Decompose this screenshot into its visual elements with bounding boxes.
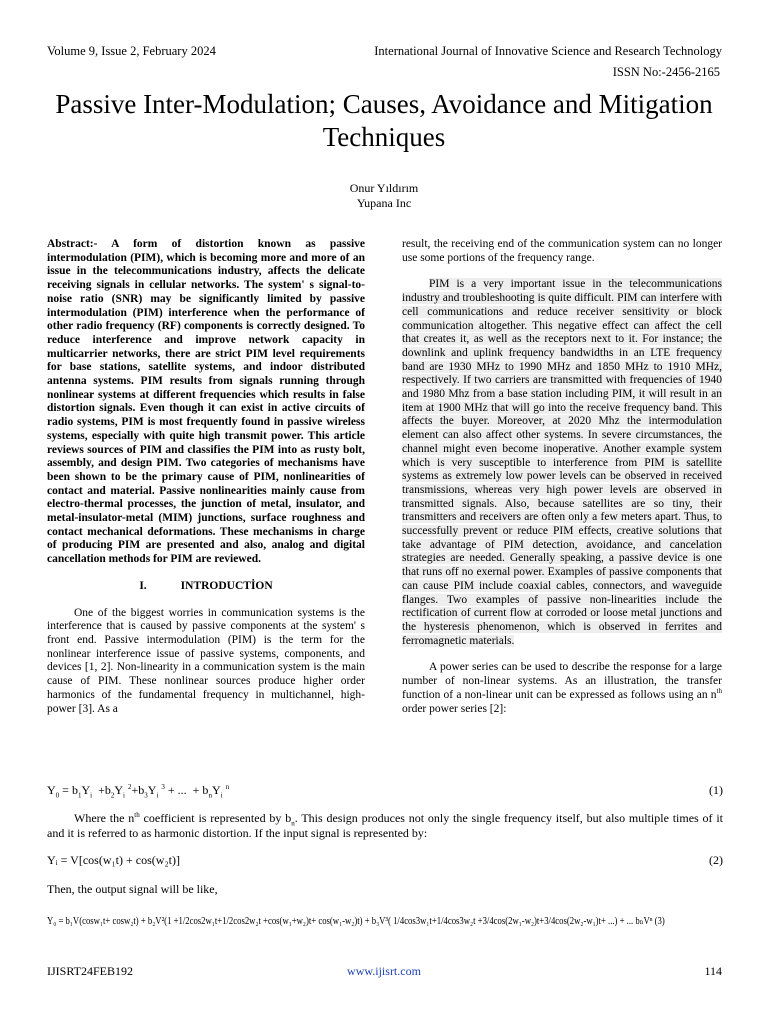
- right-paragraph-2: [402, 278, 722, 648]
- highlighted-text: PIM is a very important issue in the telecommunications industry and troubleshooting is quite difficult. PIM can interfere with cell communications and reduce receiver sensitivity or block communication altogether. This negative effect can affect the cell that creates it, as well as the receptors next to it. For instance; the downlink and uplink frequency bandwidths in an LTE frequency band are 1930 MHz to 1990 MHz and 1850 MHz to 1910 MHz, respectively. If two carriers are transmitted with frequencies of 1940 and 1980 Mhz from a base station including PIM, it will result in an item at 1900 MHz that will go into the receive frequency band. This affects the buyer. Moreover, at 2020 Mhz the intermodulation element can also affect other systems. In severe circumstances, the channel might even become inoperative. Another example system which is very susceptible to interference from PIM is satellite systems as extremely low power levels can be observed in received transmissions, whereas very high power levels are observed in transmitted signals. Also, because satellites are so tiny, their transmitters and receivers are often only a few meters apart. Thus, to successfully prevent or reduce PIM effects, creative solutions that take advantage of PIM detection, avoidance, and cancelation strategies are needed. Generally speaking, a passive device is one that runs off no exernal power. Examples of passive components that can cause PIM include coaxial cables, connectors, and waveguide flanges. Two examples of passive non-linearities include the rectification of current flow at corroded or loose metal junctions and the hysteresis phenomenon, which is observed in ferrites and ferromagnetic materials.: [402, 278, 722, 647]
- where-text-c: . This design produces not only the single frequency itself, but also multiple times of it and it is referred to as harmonic distortion. If the input signal is represented by:: [47, 811, 724, 840]
- right-paragraph-1: result, the receiving end of the communication system can no longer use some portions of the frequency range.: [402, 238, 722, 264]
- right-paragraph-3: [402, 661, 722, 716]
- paper-title: Passive Inter-Modulation; Causes, Avoidance and Mitigation Techniques: [55, 89, 713, 152]
- left-column: [47, 238, 365, 716]
- power-series-sup: th: [716, 686, 722, 695]
- footer-page-number: 114: [704, 964, 722, 978]
- equation-2-body: Yᵢ = V[cos(w₁t) + cos(w₂t)]: [47, 853, 180, 867]
- equation-3: Y₀ = b₁V(cosw₁t+ cosw₂t) + b₂V²(1 +1/2cos2w₁t+1/2cos2w₂t +cos(w₁+w₂)t+ cos(w₁-w₂)t) + b₃V³( 1/4cos3w₁t+1/4cos3w₂t +3/4cos(2w₁-w₂)t+3/4cos(2w₂-w₁)t+ ...) + ... bₙVⁿ (3): [47, 915, 665, 927]
- equation-2-number: (2): [709, 853, 723, 867]
- equation-1-number: (1): [709, 783, 723, 797]
- where-paragraph: [47, 811, 723, 841]
- then-text: Then, the output signal will be like,: [47, 882, 218, 896]
- equation-2: [47, 853, 723, 868]
- equation-1-body: $Y_0 = b_1Y_i +b_2Y_i$ $^2+b_3Y_i$ $^3$ + ... + $b_nY_i$ $^n$: [47, 783, 230, 800]
- author-name: Onur Yıldırım: [349, 181, 419, 195]
- where-text-b: coefficient is represented by b: [139, 811, 292, 825]
- where-text-a: Where the n: [74, 811, 135, 825]
- header-volume: Volume 9, Issue 2, February 2024: [47, 44, 216, 58]
- header-journal: International Journal of Innovative Science and Research Technology: [374, 44, 722, 58]
- power-series-text-a: A power series can be used to describe the response for a large number of non-linear systems. As an illustration, the transfer function of a non-linear unit can be expressed as follows using an n: [402, 661, 722, 701]
- footer-url-link[interactable]: www.ijisrt.com: [347, 964, 421, 978]
- abstract: Abstract:- A form of distortion known as passive intermodulation (PIM), which is becoming more and more of an issue in the telecommunications industry, affects the delicate receiving signals in cellular networks. The system' s signal-to-noise ratio (SNR) may be significantly limited by passive intermodulation (PIM) interference when the performance of other radio frequency (RF) components is correctly designed. To reduce interference and improve network capacity in multicarrier networks, there are strict PIM level requirements for base stations, satellite systems, and indoor distributed antenna systems. PIM results from signals running through nonlinear systems at different frequencies which results in false distortion signals. Even though it can exist in active circuits of radio systems, PIM is most frequently found in passive wireless systems, especially with quite high transmit power. This article reviews sources of PIM and classifies the PIM into as rusty bolt, assembly, and design PIM. Two categories of mechanisms have been shown to be the primary cause of PIM, nonlinearities of contact and material. Passive nonlinearities mainly cause from electro-thermal processes, the junction of metal, insulator, and metal-insulator-metal (MIM) junctions, surface roughness and contact mechanical deformations. These mechanisms in charge of producing PIM are presented and also, analog and digital cancellation methods for PIM are reviewed.: [47, 238, 365, 566]
- section-heading: [47, 580, 365, 594]
- where-sup: th: [134, 811, 140, 819]
- intro-paragraph: One of the biggest worries in communication systems is the interference that is caused by passive components at the system' s front end. Passive intermodulation (PIM) is the term for the nonlinear interference issue of passive systems, components, and devices [1, 2]. Non-linearity in a communication system is the main cause of PIM. These nonlinear sources produce higher order harmonics of the fundamental frequency in multichannel, high-power [3]. As a: [47, 606, 365, 715]
- where-sub: n: [291, 819, 295, 828]
- author-affiliation: Yupana Inc: [356, 196, 412, 210]
- section-title: INTRODUCTİON: [180, 579, 273, 592]
- power-series-text-b: order power series [2]:: [402, 702, 507, 715]
- right-column: [402, 238, 722, 716]
- section-number: I.: [139, 579, 147, 592]
- header-issn: ISSN No:-2456-2165: [612, 65, 720, 79]
- equation-1: [47, 783, 723, 798]
- footer-id: IJISRT24FEB192: [47, 964, 133, 978]
